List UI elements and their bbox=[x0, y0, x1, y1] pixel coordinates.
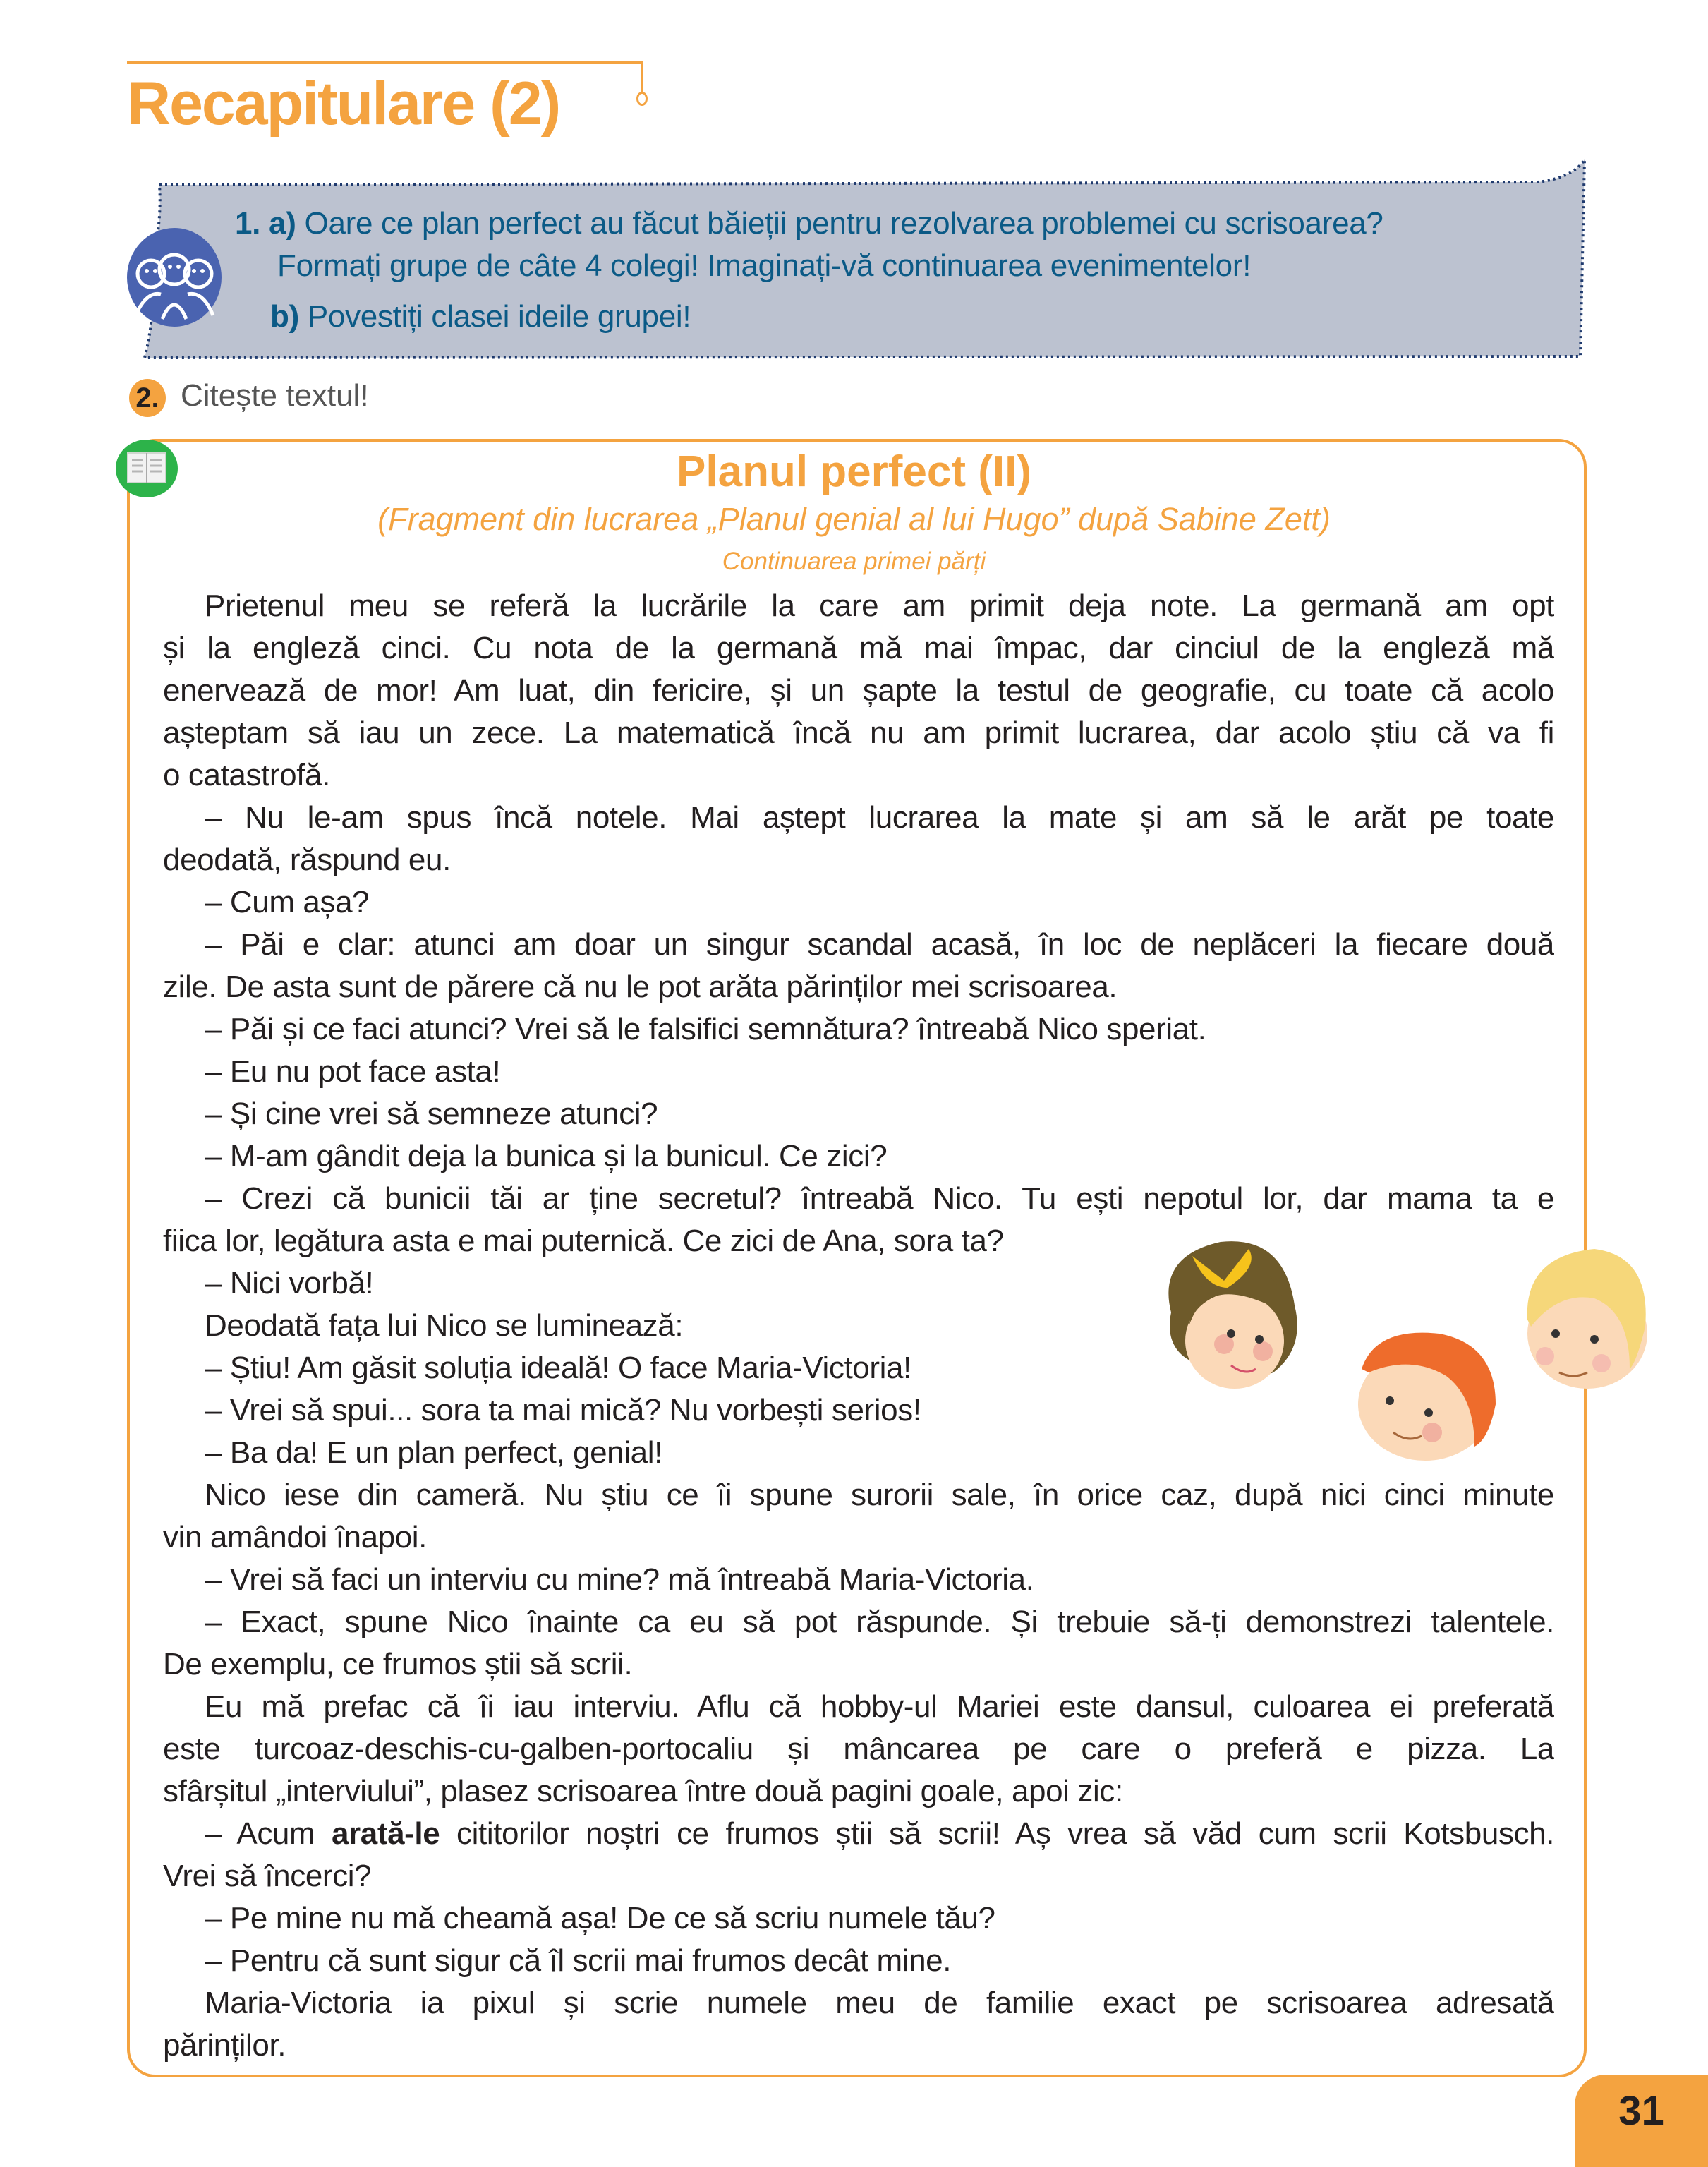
emphasized-text: arată-le bbox=[331, 1816, 440, 1851]
girl-face bbox=[1168, 1241, 1297, 1389]
story-line: – Eu nu pot face asta! bbox=[205, 1054, 501, 1089]
story-paragraph bbox=[163, 1474, 1554, 1559]
story-paragraph bbox=[163, 1135, 1554, 1178]
story-paragraph bbox=[163, 1897, 1554, 1940]
story-subtitle: (Fragment din lucrarea „Planul genial al lui Hugo” după Sabine Zett) bbox=[377, 501, 1331, 537]
story-line: Prietenul meu se referă la lucrările la care am primit deja note. La germană am opt bbox=[205, 588, 1554, 623]
story-line: – Cum așa? bbox=[205, 885, 370, 919]
story-paragraph bbox=[163, 1813, 1554, 1897]
story-line: – Păi și ce faci atunci? Vrei să le falsifici semnătura? întreabă Nico speriat. bbox=[205, 1012, 1206, 1046]
story-paragraph bbox=[163, 1008, 1554, 1051]
subtask-b-text: Povestiți clasei ideile grupei! bbox=[307, 299, 691, 334]
story-line: – M-am gândit deja la bunica și la bunicul. Ce zici? bbox=[205, 1139, 888, 1173]
story-line: – Vrei să faci un interviu cu mine? mă întreabă Maria-Victoria. bbox=[205, 1562, 1034, 1597]
story-line: – Pe mine nu mă cheamă așa! De ce să scriu numele tău? bbox=[205, 1901, 995, 1936]
story-title: Planul perfect (II) bbox=[677, 447, 1031, 496]
red-haired-boy-face bbox=[1358, 1333, 1496, 1461]
exercise-1-banner bbox=[0, 0, 1708, 395]
story-line: enervează de mor! Am luat, din fericire, și un șapte la testul de geografie, cu toate că acolo bbox=[163, 673, 1554, 708]
story-line: deodată, răspund eu. bbox=[163, 843, 451, 877]
story-paragraph bbox=[163, 1601, 1554, 1686]
exercise-1a bbox=[235, 206, 1383, 241]
story-paragraph bbox=[163, 1940, 1554, 1982]
story-continuation-note: Continuarea primei părți bbox=[722, 548, 986, 575]
story-line: – Vrei să spui... sora ta mai mică? Nu vorbești serios! bbox=[205, 1393, 921, 1427]
text-segment: – Acum bbox=[205, 1816, 332, 1851]
page-number: 31 bbox=[1618, 2088, 1664, 2134]
subtask-a-text: Oare ce plan perfect au făcut băieții pentru rezolvarea problemei cu scrisoarea? bbox=[304, 206, 1383, 241]
story-paragraph bbox=[163, 1686, 1554, 1813]
subtask-b-label: b) bbox=[270, 299, 299, 334]
story-line: și la engleză cinci. Cu nota de la germană mă mai împac, dar cinciul de la engleză mă bbox=[163, 631, 1554, 665]
story-line: – Ba da! E un plan perfect, genial! bbox=[205, 1435, 662, 1470]
story-line: – Pentru că sunt sigur că îl scrii mai frumos decât mine. bbox=[205, 1943, 952, 1978]
story-line: De exemplu, ce frumos știi să scrii. bbox=[163, 1647, 633, 1682]
story-line: Maria-Victoria ia pixul și scrie numele meu de familie exact pe scrisoarea adresată bbox=[205, 1986, 1554, 2020]
story-line: – Nu le-am spus încă notele. Mai aștept lucrarea la mate și am să le arăt pe toate bbox=[205, 800, 1554, 835]
story-line: fiica lor, legătura asta e mai puternică. Ce zici de Ana, sora ta? bbox=[163, 1224, 1004, 1258]
subtask-a-label: a) bbox=[269, 206, 296, 241]
story-line: Vrei să încerci? bbox=[163, 1859, 372, 1893]
story-paragraph bbox=[163, 881, 1554, 924]
story-paragraph bbox=[163, 585, 1554, 797]
children-faces-illustration bbox=[1143, 1228, 1651, 1468]
story-line: – Păi e clar: atunci am doar un singur scandal acasă, în loc de neplăceri la fiecare două bbox=[205, 927, 1554, 962]
story-paragraph bbox=[163, 1559, 1554, 1601]
story-line: – Și cine vrei să semneze atunci? bbox=[205, 1097, 658, 1131]
story-paragraph bbox=[163, 1093, 1554, 1135]
story-line: – Exact, spune Nico înainte ca eu să pot răspunde. Și trebuie să-ți demonstrezi talentele. bbox=[205, 1605, 1554, 1639]
story-line: zile. De asta sunt de părere că nu le pot arăta părinților mei scrisoarea. bbox=[163, 970, 1118, 1004]
story-line: – Nici vorbă! bbox=[205, 1266, 374, 1300]
story-line: este turcoaz-deschis-cu-galben-portocaliu și mâncarea pe care o preferă e pizza. La bbox=[163, 1732, 1554, 1766]
exercise-2-instruction: Citește textul! bbox=[181, 378, 369, 413]
story-line: Nico iese din cameră. Nu știu ce îi spune surorii sale, în orice caz, după nici cinci minute bbox=[205, 1478, 1554, 1512]
story-paragraph bbox=[163, 1051, 1554, 1093]
story-paragraph bbox=[163, 797, 1554, 881]
blond-boy-face bbox=[1527, 1249, 1647, 1389]
exercise-2-number-badge: 2. bbox=[129, 379, 166, 417]
story-line: o catastrofă. bbox=[163, 758, 330, 792]
page-title: Recapitulare (2) bbox=[127, 70, 560, 138]
exercise-number: 1. bbox=[235, 206, 261, 241]
exercise-1a-continued: Formați grupe de câte 4 colegi! Imaginați-vă continuarea evenimentelor! bbox=[277, 248, 1252, 283]
story-line: sfârșitul „interviului”, plasez scrisoarea între două pagini goale, apoi zic: bbox=[163, 1774, 1123, 1809]
story-line: – Crezi că bunicii tăi ar ține secretul? întreabă Nico. Tu ești nepotul lor, dar mama ta e bbox=[205, 1181, 1554, 1216]
story-line: – Știu! Am găsit soluția ideală! O face Maria-Victoria! bbox=[205, 1351, 911, 1385]
text-segment: cititorilor noștri ce frumos știi să scrii! Aș vrea să văd cum scrii Kotsbusch. bbox=[440, 1816, 1554, 1851]
exercise-1b bbox=[270, 299, 691, 334]
story-line: părinților. bbox=[163, 2028, 286, 2063]
group-work-icon bbox=[126, 227, 223, 327]
story-line bbox=[163, 1813, 1554, 1855]
story-paragraph bbox=[163, 924, 1554, 1008]
story-line: Eu mă prefac că îi iau interviu. Aflu că hobby-ul Mariei este dansul, culoarea ei preferată bbox=[205, 1689, 1554, 1724]
story-paragraph bbox=[163, 1982, 1554, 2067]
story-line: așteptam să iau un zece. La matematică încă nu am primit lucrarea, dar acolo știu că va fi bbox=[163, 716, 1554, 750]
story-line: Deodată fața lui Nico se luminează: bbox=[205, 1308, 684, 1343]
story-line: vin amândoi înapoi. bbox=[163, 1520, 427, 1555]
